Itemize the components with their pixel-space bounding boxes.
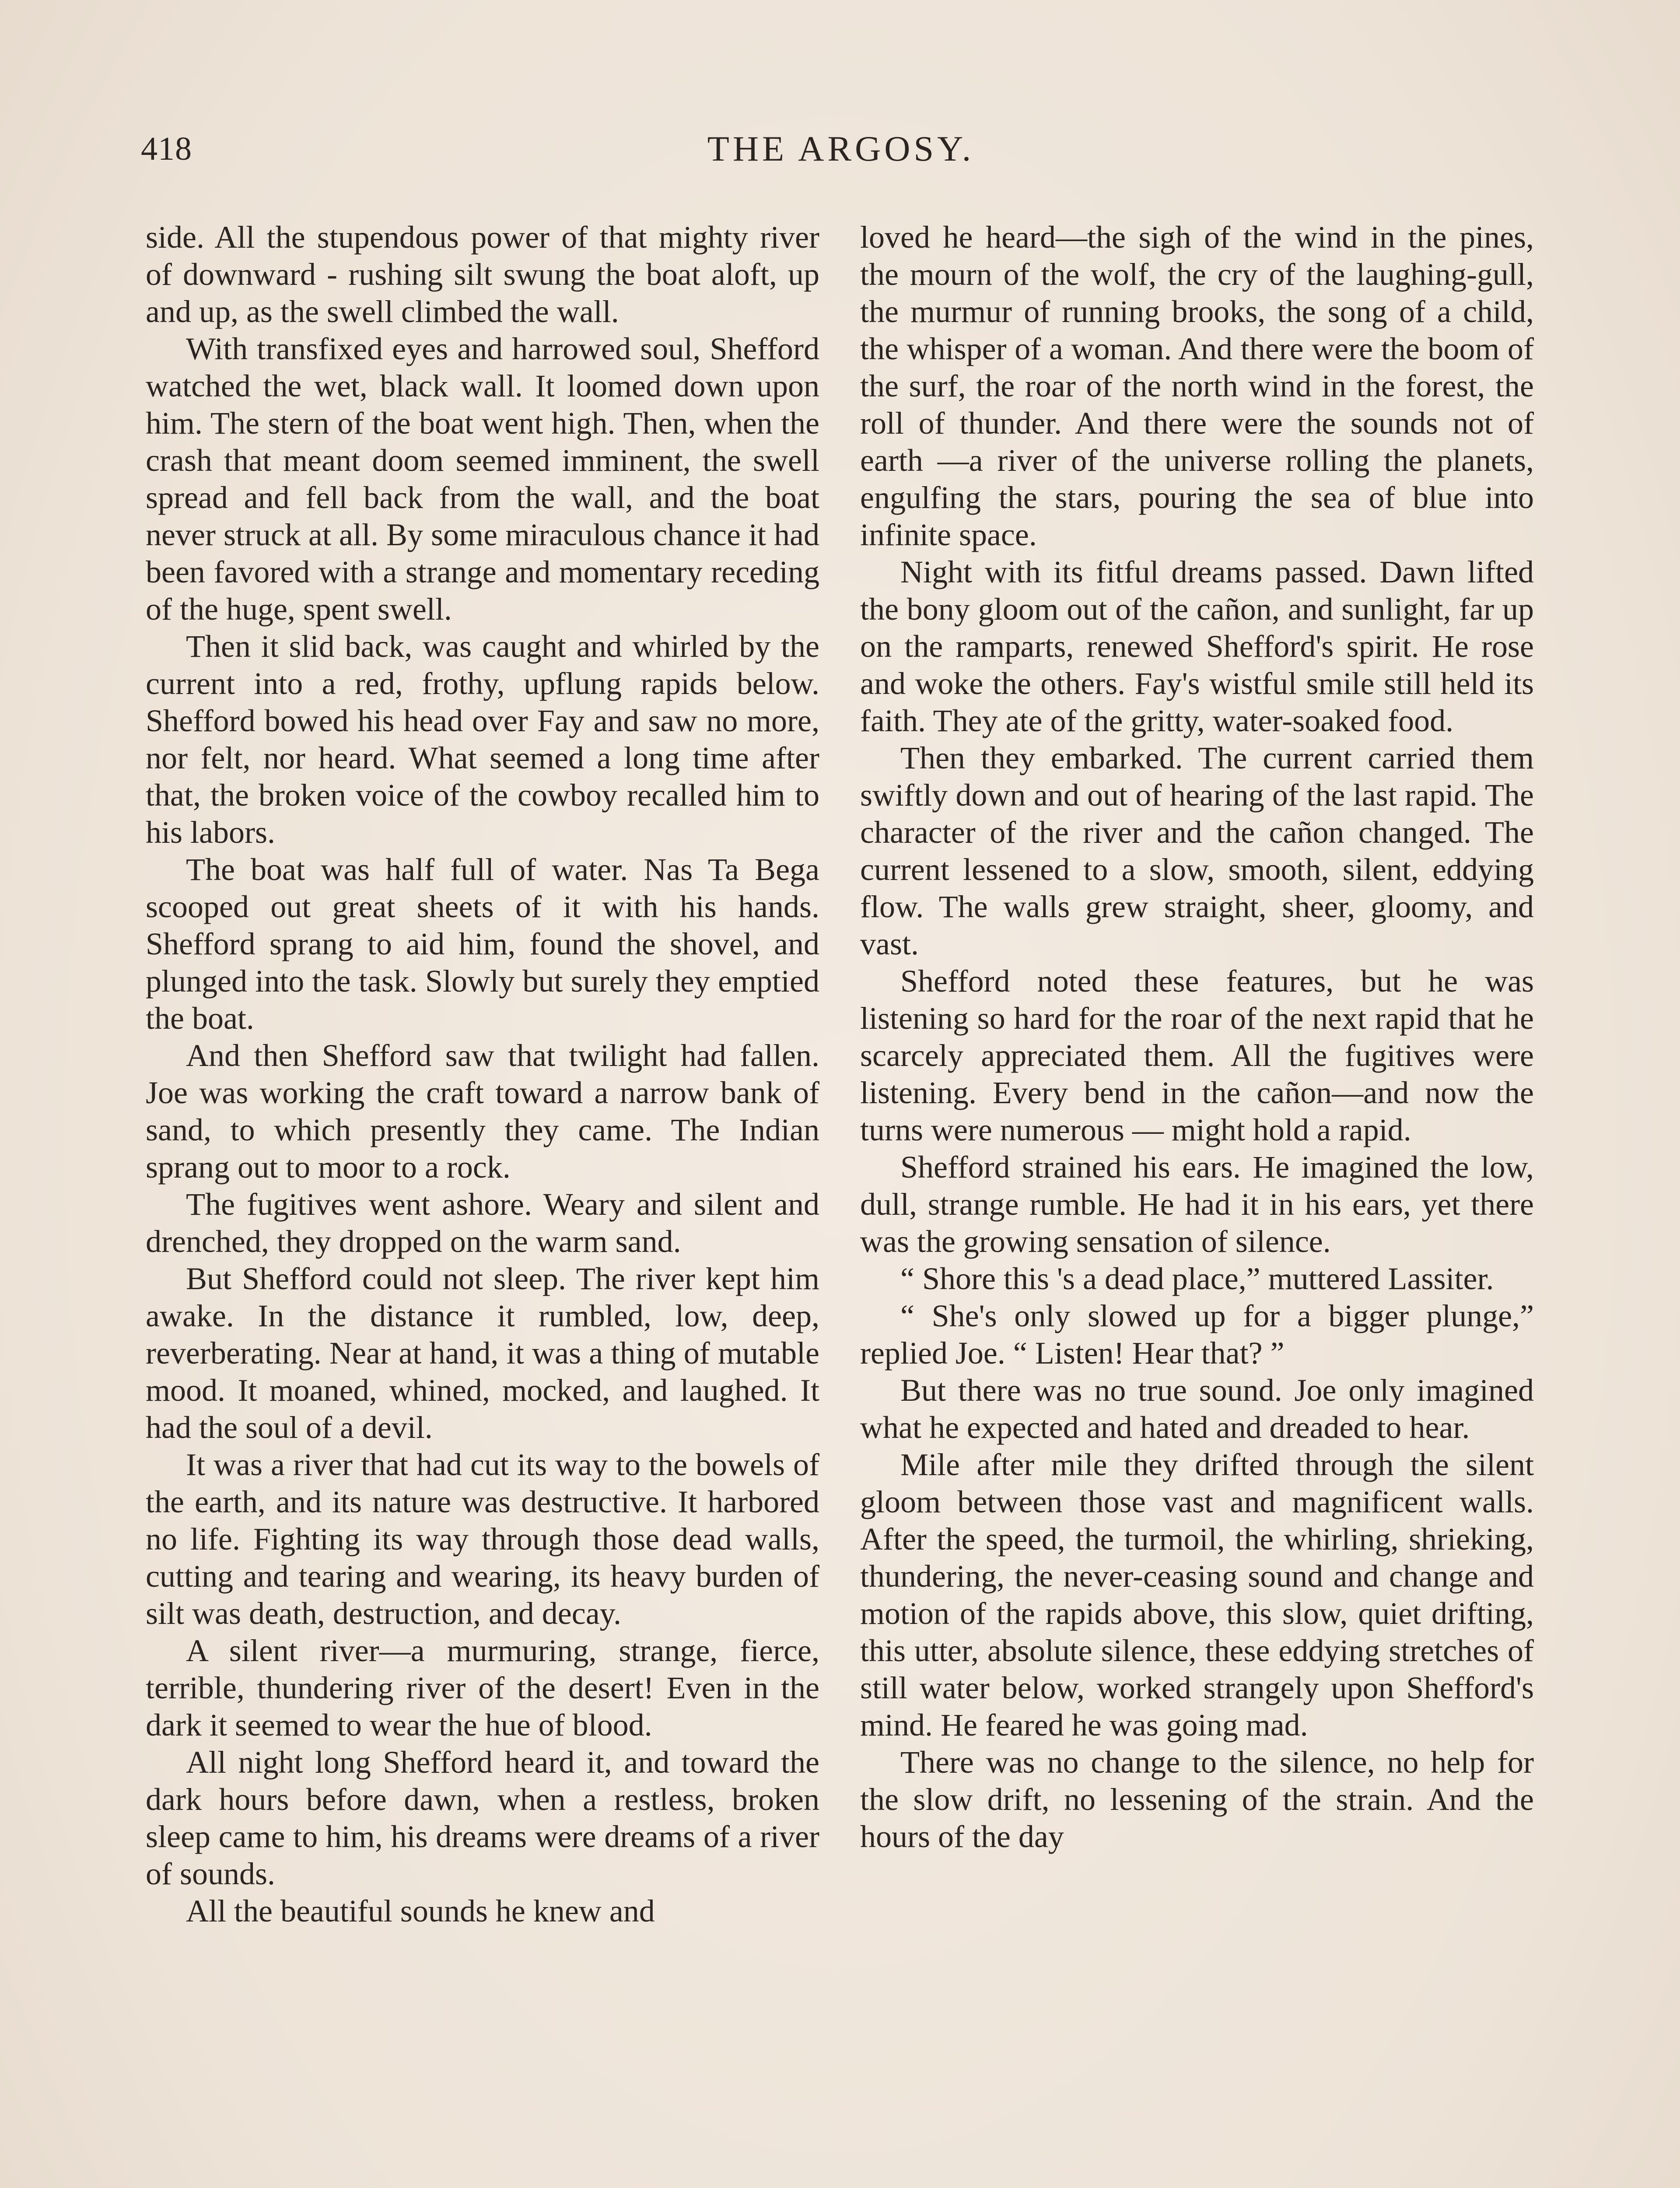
paragraph: Shefford noted these features, but he was listening so hard for the roar of the next rapid that he scarcely appreciated them. All the fugitives were listening. Every bend in the cañon—and now the turns were numerous — might hold a rapid. [860,964,1534,1147]
paragraph: The boat was half full of water. Nas Ta Bega scooped out great sheets of it with his hands. Shefford sprang to aid him, found the shovel, and plunged into the task. Slowly but surely they emptied the boat. [146,852,819,1036]
paragraph: A silent river—a murmuring, strange, fierce, terrible, thundering river of the desert! Even in the dark it seemed to wear the hue of blood. [146,1633,819,1743]
paragraph: Mile after mile they drifted through the silent gloom between those vast and magnificent walls. After the speed, the turmoil, the whirling, shrieking, thundering, the never-ceasing sound and change and motion of the rapids above, this slow, quiet drifting, this utter, absolute silence, these eddying stretches of still water below, worked strangely upon Shefford's mind. He feared he was going mad. [860,1447,1534,1743]
paragraph: Then they embarked. The current carried them swiftly down and out of hearing of the last rapid. The character of the river and the cañon changed. The current lessened to a slow, smooth, silent, eddying flow. The walls grew straight, sheer, gloomy, and vast. [860,740,1534,961]
paragraph: But Shefford could not sleep. The river kept him awake. In the distance it rumbled, low, deep, reverberating. Near at hand, it was a thing of mutable mood. It moaned, whined, mocked, and laughed. It had the soul of a devil. [146,1261,819,1445]
paragraph: Then it slid back, was caught and whirled by the current into a red, frothy, upflung rapids below. Shefford bowed his head over Fay and saw no more, nor felt, nor heard. What seemed a long time after that, the broken voice of the cowboy recalled him to his labors. [146,629,819,850]
page-header [141,127,1541,175]
paragraph: Shefford strained his ears. He imagined the low, dull, strange rumble. He had it in his ears, yet there was the growing sensation of silence. [860,1150,1534,1259]
paragraph: With transfixed eyes and harrowed soul, Shefford watched the wet, black wall. It loomed down upon him. The stern of the boat went high. Then, when the crash that meant doom seemed imminent, the swell spread and fell back from the wall, and the boat never struck at all. By some miraculous chance it had been favored with a strange and momentary receding of the huge, spent swell. [146,331,819,627]
paragraph: side. All the stupendous power of that mighty river of downward - rushing silt swung the boat aloft, up and up, as the swell climbed the wall. [146,220,819,329]
right-text-column [860,219,1534,2188]
page-number: 418 [141,130,192,167]
paragraph: Night with its fitful dreams passed. Dawn lifted the bony gloom out of the cañon, and sunlight, far up on the ramparts, renewed Shefford's spirit. He rose and woke the others. Fay's wistful smile still held its faith. They ate of the gritty, water-soaked food. [860,554,1534,738]
paragraph: But there was no true sound. Joe only imagined what he expected and hated and dreaded to hear. [860,1373,1534,1445]
paragraph: There was no change to the silence, no help for the slow drift, no lessening of the strain. And the hours of the day [860,1745,1534,1854]
paragraph: All night long Shefford heard it, and toward the dark hours before dawn, when a restless, broken sleep came to him, his dreams were dreams of a river of sounds. [146,1745,819,1891]
paragraph: loved he heard—the sigh of the wind in the pines, the mourn of the wolf, the cry of the laughing-gull, the murmur of running brooks, the song of a child, the whisper of a woman. And there were the boom of the surf, the roar of the north wind in the forest, the roll of thunder. And there were the sounds not of earth —a river of the universe rolling the planets, engulfing the stars, pouring the sea of blue into infinite space. [860,220,1534,552]
paragraph: It was a river that had cut its way to the bowels of the earth, and its nature was destructive. It harbored no life. Fighting its way through those dead walls, cutting and tearing and wearing, its heavy burden of silt was death, destruction, and decay. [146,1447,819,1631]
left-text-column [146,219,819,2188]
paragraph: The fugitives went ashore. Weary and silent and drenched, they dropped on the warm sand. [146,1187,819,1259]
paragraph: “ She's only slowed up for a bigger plunge,” replied Joe. “ Listen! Hear that? ” [860,1298,1534,1371]
paragraph: And then Shefford saw that twilight had fallen. Joe was working the craft toward a narrow bank of sand, to which presently they came. The Indian sprang out to moor to a rock. [146,1038,819,1185]
paragraph: All the beautiful sounds he knew and [186,1893,655,1929]
running-title: THE ARGOSY. [707,129,975,168]
paragraph: “ Shore this 's a dead place,” muttered Lassiter. [900,1261,1494,1296]
